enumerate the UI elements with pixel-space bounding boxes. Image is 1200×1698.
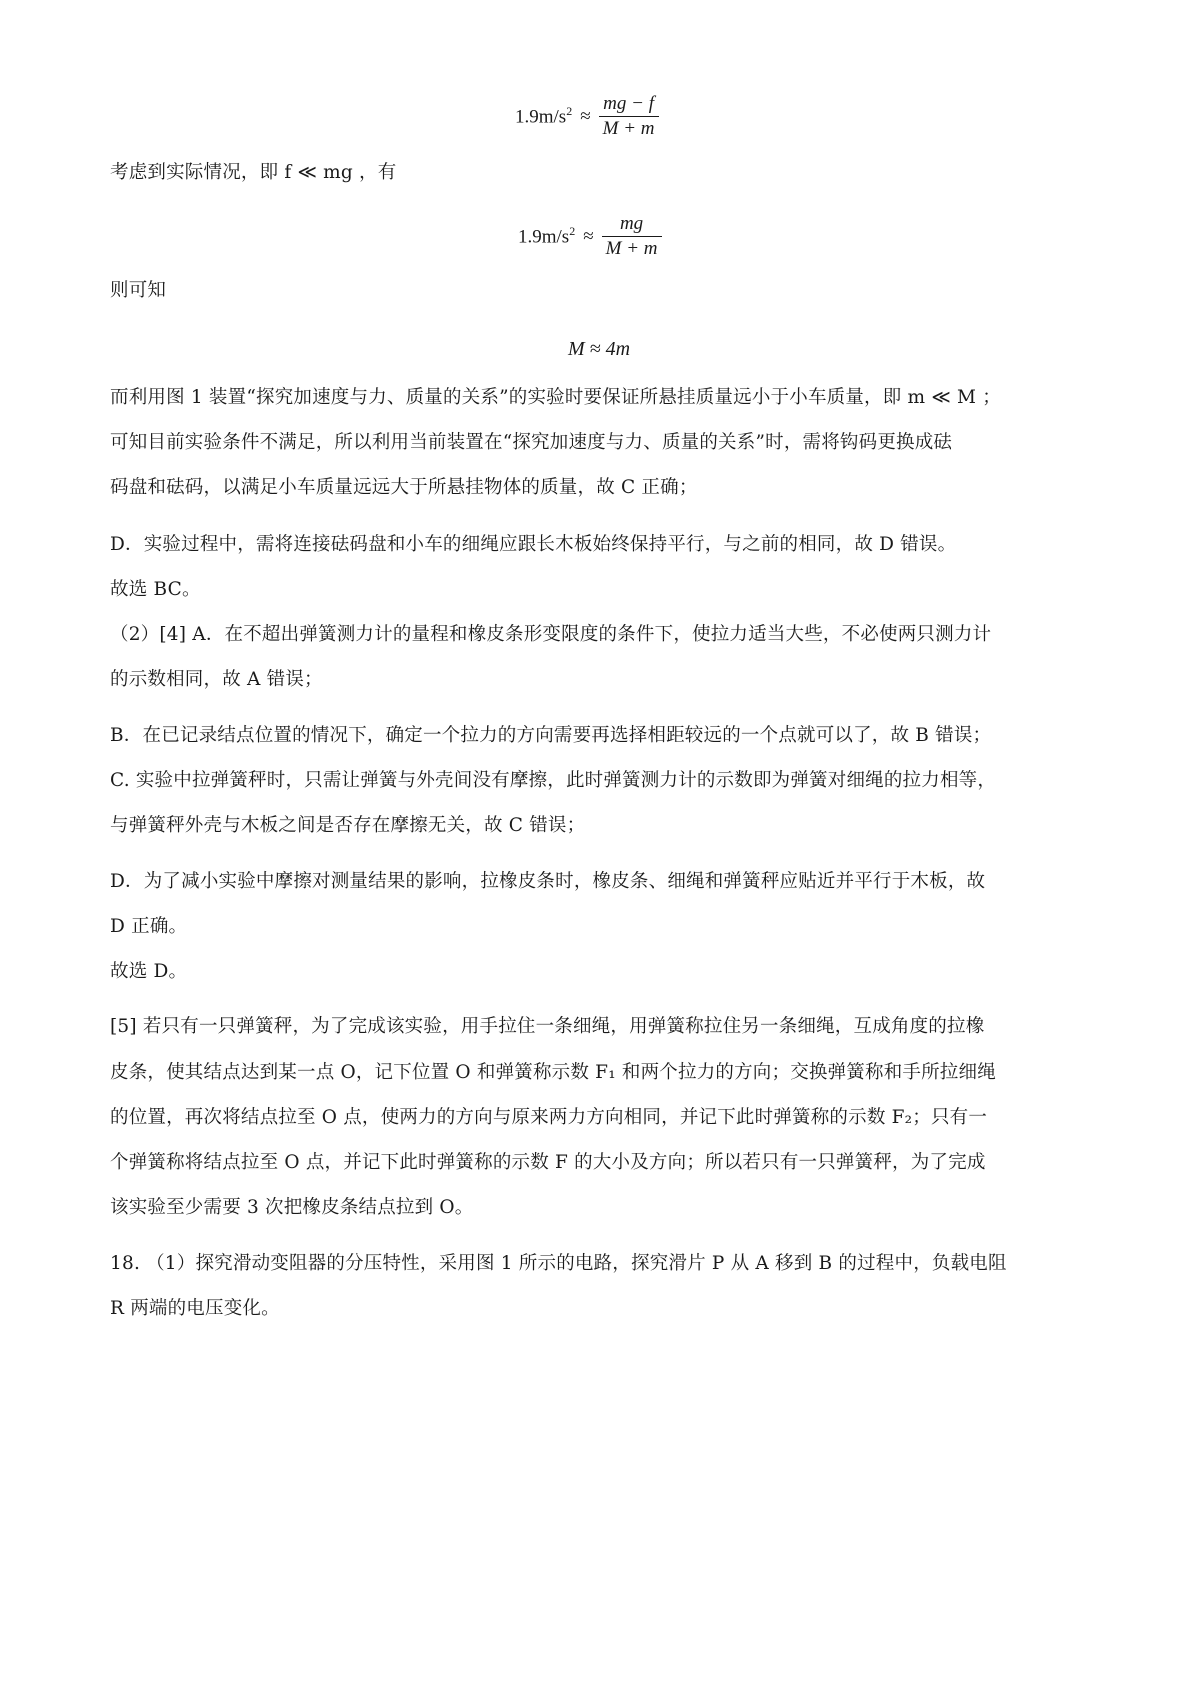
approx-symbol: ≈ [580,105,591,127]
text-line: 个弹簧称将结点拉至 O 点，并记下此时弹簧称的示数 F 的大小及方向；所以若只有一只弹簧秤，为了完成 [110,1152,986,1173]
approx-symbol: ≈ [583,225,594,247]
text-line: 则可知 [110,280,167,301]
fraction [599,92,659,141]
text-line: 皮条，使其结点达到某一点 O，记下位置 O 和弹簧称示数 F₁ 和两个拉力的方向；交换弹簧称和手所拉细绳 [110,1062,996,1083]
text-line: 可知目前实验条件不满足，所以利用当前装置在“探究加速度与力、质量的关系”时，需将钩码更换成砝 [110,432,953,453]
fraction-denominator: M + m [602,118,655,139]
text-line: 故选 BC。 [110,579,201,600]
text-line: C. 实验中拉弹簧秤时，只需让弹簧与外壳间没有摩擦，此时弹簧测力计的示数即为弹簧对细绳的拉力相等， [110,770,997,791]
text-line: D．为了减小实验中摩擦对测量结果的影响，拉橡皮条时，橡皮条、细绳和弹簧秤应贴近并平行于木板，故 [110,871,986,892]
text-line: 18. （1）探究滑动变阻器的分压特性，采用图 1 所示的电路，探究滑片 P 从 A 移到 B 的过程中，负载电阻 [110,1253,1007,1274]
text-line: 码盘和砝码，以满足小车质量远远大于所悬挂物体的质量，故 C 正确； [110,477,698,498]
equation-acceleration-with-friction [515,92,659,141]
text-line: B．在已记录结点位置的情况下，确定一个拉力的方向需要再选择相距较远的一个点就可以了，故 B 错误； [110,725,992,746]
equation-lhs: $1.9m/s^2$ [518,224,576,248]
equation-lhs: $1.9m/s^2$ [515,104,573,128]
text-line: 与弹簧秤外壳与木板之间是否存在摩擦无关，故 C 错误； [110,815,586,836]
equation-acceleration-simplified [518,212,662,261]
text-line: [5] 若只有一只弹簧秤，为了完成该实验，用手拉住一条细绳，用弹簧称拉住另一条细绳，互成角度的拉橡 [110,1016,985,1037]
text-line: 故选 D。 [110,961,188,982]
text-line: D 正确。 [110,916,188,937]
text-line: （2）[4] A．在不超出弹簧测力计的量程和橡皮条形变限度的条件下，使拉力适当大些，不必使两只测力计 [110,624,992,645]
text-line: D．实验过程中，需将连接砝码盘和小车的细绳应跟长木板始终保持平行，与之前的相同，故 D 错误。 [110,534,957,555]
fraction-numerator: mg [619,213,644,234]
fraction-denominator: M + m [605,238,658,259]
text-line: 的位置，再次将结点拉至 O 点，使两力的方向与原来两力方向相同，并记下此时弹簧称的示数 F₂；只有一 [110,1107,988,1128]
fraction-numerator: mg − f [603,93,654,114]
text-line: 的示数相同，故 A 错误； [110,669,323,690]
fraction [602,212,662,261]
text-line: 而利用图 1 装置“探究加速度与力、质量的关系”的实验时要保证所悬挂质量远小于小车质量，即 m ≪ M ； [110,387,1001,408]
equation-mass-ratio: M ≈ 4m [568,338,631,360]
text-line: 考虑到实际情况，即 f ≪ mg ，有 [110,162,397,183]
text-line: 该实验至少需要 3 次把橡皮条结点拉到 O。 [110,1197,474,1218]
text-line: R 两端的电压变化。 [110,1298,280,1319]
